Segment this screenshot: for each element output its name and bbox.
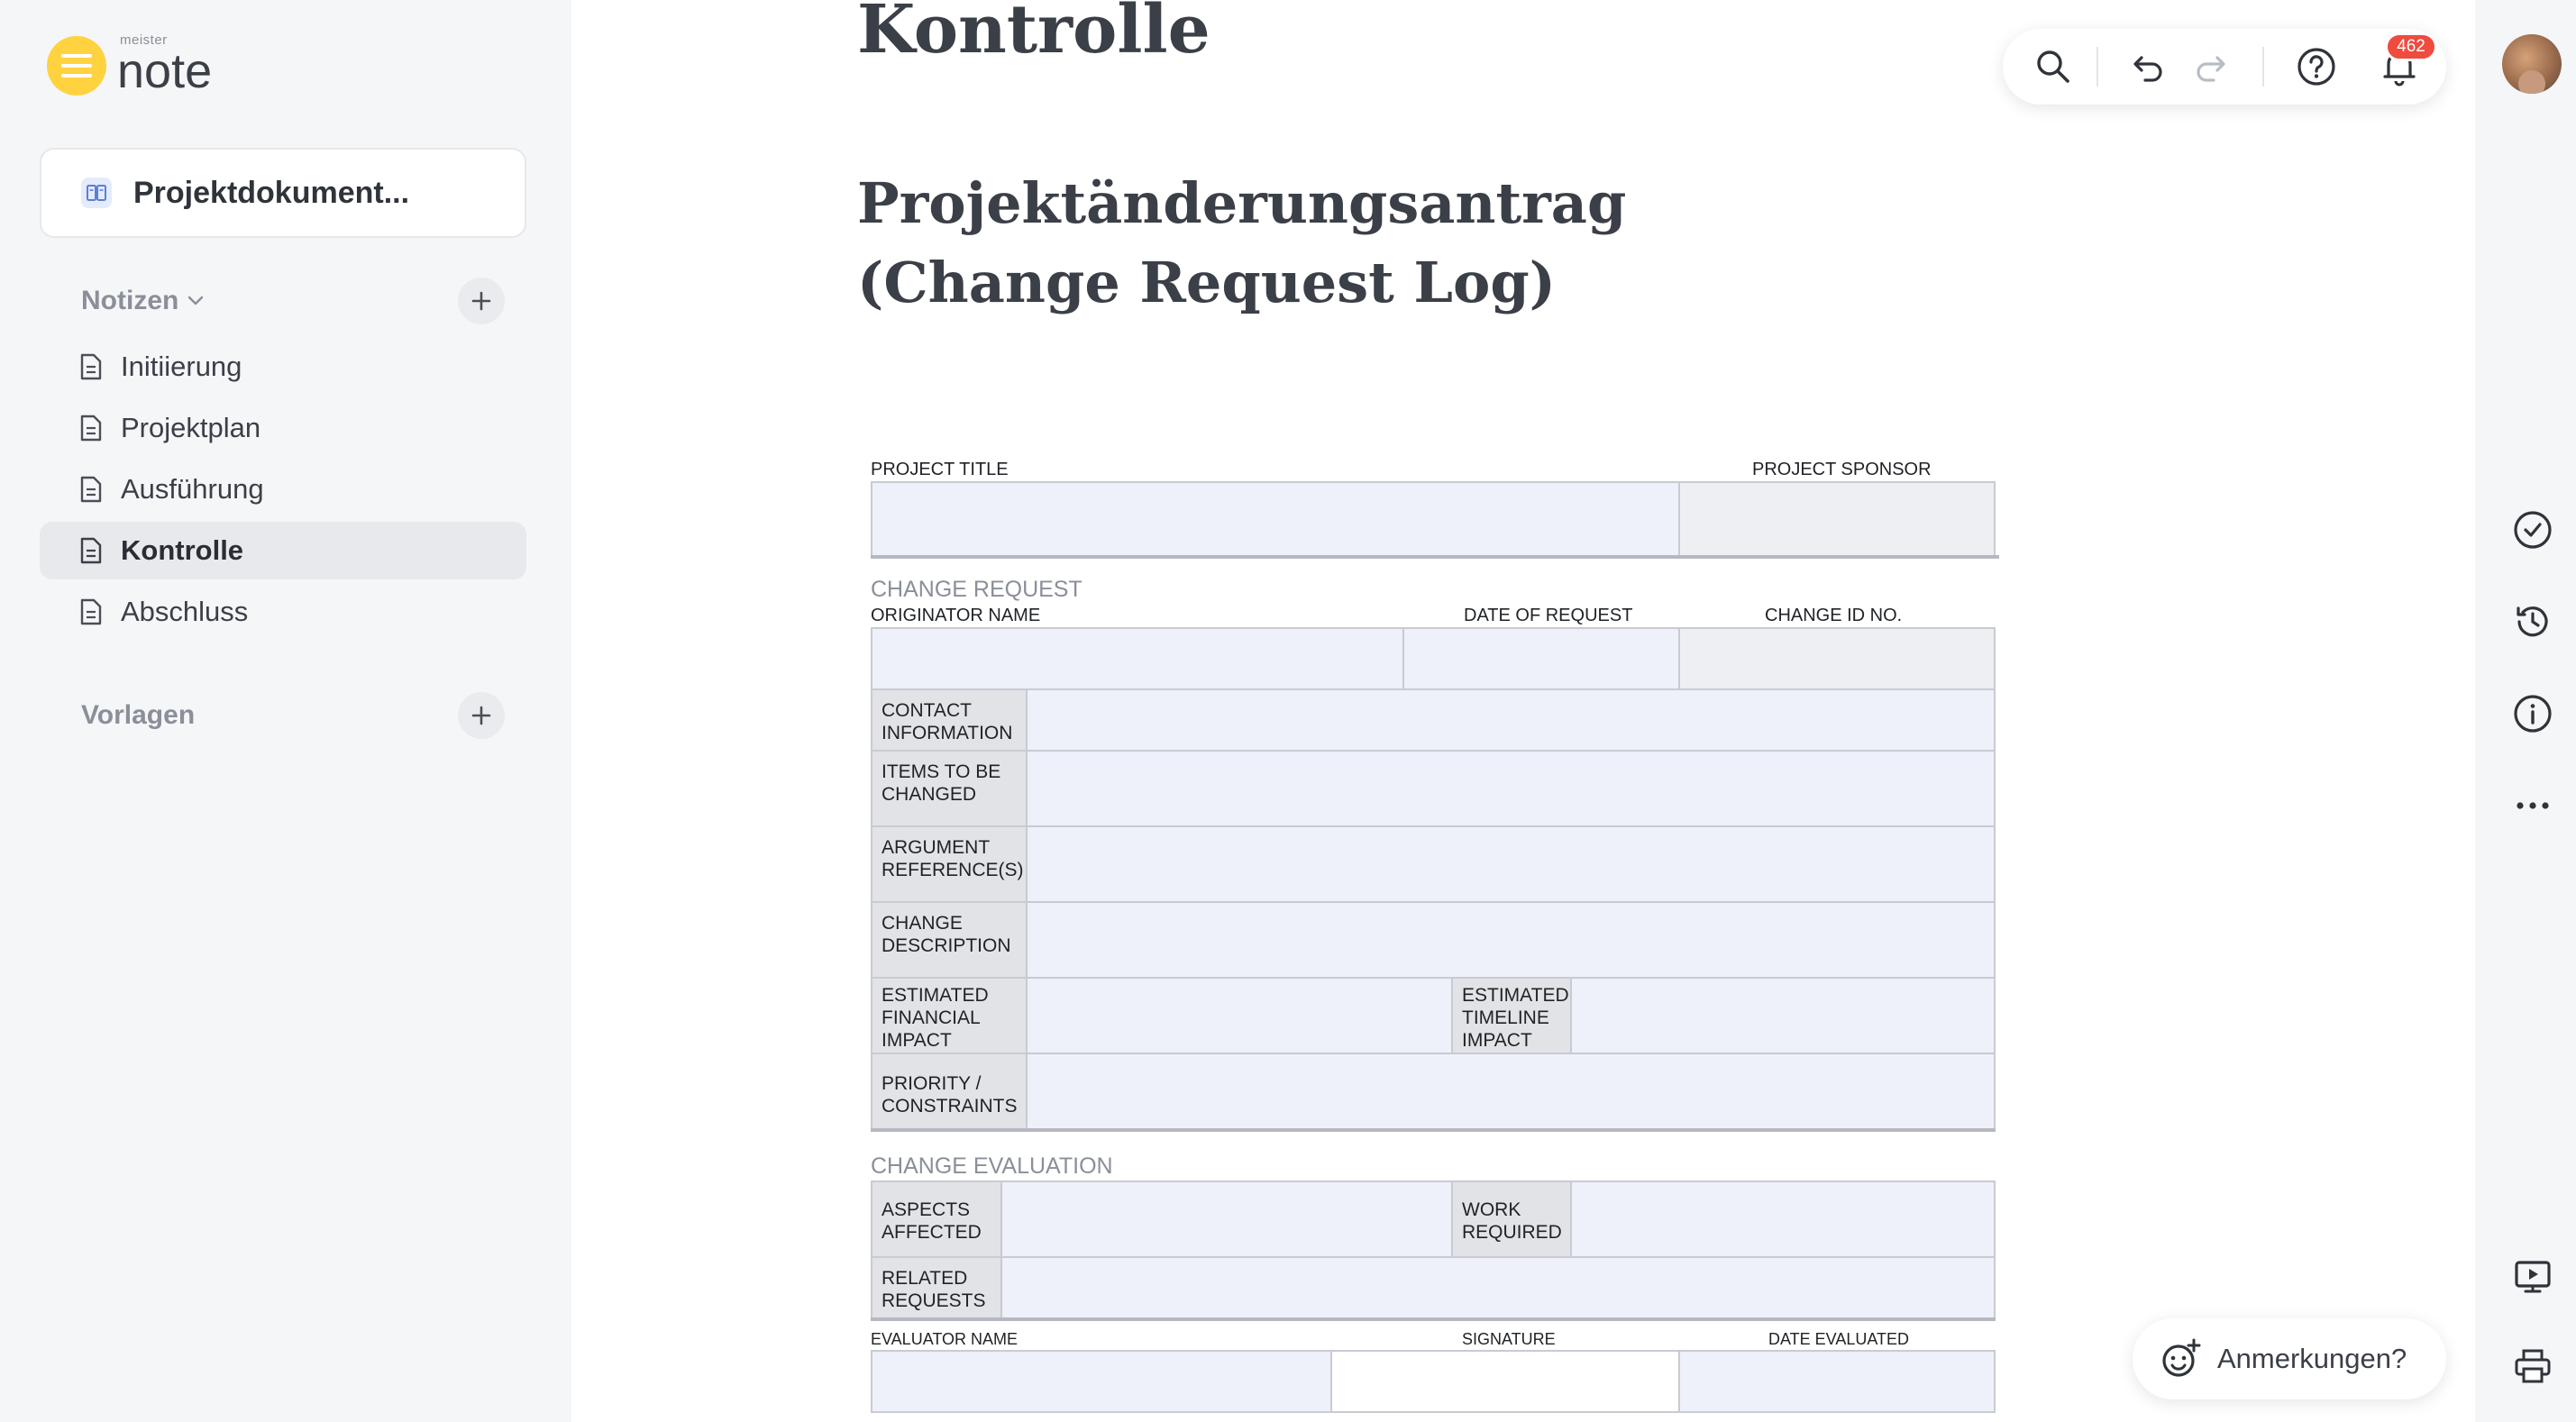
- sidebar-item-label: Abschluss: [121, 596, 249, 627]
- date-evaluated-field[interactable]: [1678, 1350, 1996, 1413]
- priority-constraints-label: PRIORITY / CONSTRAINTS: [871, 1053, 1028, 1130]
- change-evaluation-heading: CHANGE EVALUATION: [871, 1153, 1113, 1179]
- sidebar: [0, 0, 571, 1422]
- divider: [871, 555, 1999, 559]
- meisternote-logo[interactable]: [47, 32, 213, 98]
- signature-label: SIGNATURE: [1462, 1330, 1556, 1348]
- feedback-button[interactable]: [2133, 1318, 2446, 1399]
- print-button[interactable]: [2506, 1339, 2560, 1393]
- sidebar-item-initiierung[interactable]: [40, 338, 526, 396]
- add-template-button[interactable]: [458, 692, 505, 739]
- estimated-financial-impact-field[interactable]: [1026, 977, 1453, 1054]
- sidebar-item-label: Kontrolle: [121, 534, 244, 566]
- more-options-button[interactable]: [2506, 779, 2560, 833]
- book-icon: [81, 178, 112, 208]
- signature-field[interactable]: [1330, 1350, 1680, 1413]
- project-title-label: PROJECT TITLE: [871, 460, 1009, 479]
- document-icon: [79, 415, 103, 442]
- change-request-form: [871, 451, 1999, 1422]
- top-toolbar: [2003, 29, 2446, 105]
- divider: [871, 1317, 1996, 1321]
- toolbar-separator: [2262, 47, 2264, 87]
- sidebar-item-label: Projektplan: [121, 412, 261, 443]
- sidebar-item-kontrolle[interactable]: [40, 522, 526, 579]
- project-title-field[interactable]: [871, 481, 1680, 557]
- priority-constraints-field[interactable]: [1026, 1053, 1996, 1130]
- redo-icon: [2192, 49, 2228, 85]
- sidebar-item-label: Ausführung: [121, 473, 264, 505]
- change-request-heading: CHANGE REQUEST: [871, 577, 1082, 602]
- more-icon: [2515, 800, 2551, 811]
- evaluator-name-field[interactable]: [871, 1350, 1332, 1413]
- sidebar-item-ausfuehrung[interactable]: [40, 460, 526, 518]
- check-circle-icon: [2512, 509, 2553, 551]
- work-required-field[interactable]: [1570, 1180, 1996, 1258]
- subtitle-line: (Change Request Log): [857, 250, 1556, 315]
- items-to-be-changed-label: ITEMS TO BE CHANGED: [871, 750, 1028, 827]
- sidebar-item-projektplan[interactable]: [40, 399, 526, 457]
- project-sponsor-label: PROJECT SPONSOR: [1752, 460, 1932, 479]
- date-of-request-label: DATE OF REQUEST: [1464, 606, 1633, 625]
- evaluator-name-label: EVALUATOR NAME: [871, 1330, 1019, 1348]
- project-name: Projektdokument...: [133, 175, 410, 210]
- history-button[interactable]: [2506, 595, 2560, 649]
- date-of-request-field[interactable]: [1402, 627, 1680, 690]
- notification-count-badge: 462: [2385, 32, 2437, 61]
- estimated-financial-impact-label: ESTIMATED FINANCIAL IMPACT: [871, 977, 1028, 1054]
- templates-section-header[interactable]: [81, 690, 505, 741]
- originator-name-label: ORIGINATOR NAME: [871, 606, 1041, 625]
- chevron-down-icon[interactable]: [187, 296, 204, 306]
- contact-information-label: CONTACT INFORMATION: [871, 688, 1028, 752]
- estimated-timeline-impact-field[interactable]: [1570, 977, 1996, 1054]
- info-icon: [2512, 693, 2553, 734]
- redo-button[interactable]: [2183, 40, 2237, 94]
- toolbar-separator: [2096, 47, 2098, 87]
- page-title: Kontrolle: [857, 0, 1210, 68]
- tasks-button[interactable]: [2506, 503, 2560, 557]
- presentation-button[interactable]: [2506, 1249, 2560, 1303]
- logo-text: note: [117, 44, 213, 98]
- project-sponsor-field[interactable]: [1678, 481, 1996, 557]
- argument-references-field[interactable]: [1026, 825, 1996, 903]
- notes-section-header[interactable]: [81, 276, 505, 326]
- undo-button[interactable]: [2122, 40, 2176, 94]
- menu-icon[interactable]: [47, 36, 106, 96]
- document-subtitle: [857, 164, 1626, 323]
- undo-icon: [2131, 49, 2167, 85]
- presentation-icon: [2512, 1255, 2553, 1297]
- document-icon: [79, 537, 103, 564]
- history-icon: [2512, 601, 2553, 643]
- plus-icon: [470, 290, 492, 312]
- sidebar-item-label: Initiierung: [121, 351, 242, 382]
- subtitle-line: Projektänderungsantrag: [857, 170, 1627, 236]
- avatar[interactable]: [2502, 34, 2562, 94]
- aspects-affected-field[interactable]: [1000, 1180, 1453, 1258]
- search-button[interactable]: [2026, 40, 2080, 94]
- document-icon: [79, 353, 103, 380]
- originator-name-field[interactable]: [871, 627, 1404, 690]
- document-icon: [79, 598, 103, 625]
- change-id-field[interactable]: [1678, 627, 1996, 690]
- document-icon: [79, 476, 103, 503]
- work-required-label: WORK REQUIRED: [1451, 1180, 1572, 1258]
- change-description-label: CHANGE DESCRIPTION: [871, 901, 1028, 979]
- change-description-field[interactable]: [1026, 901, 1996, 979]
- argument-references-label: ARGUMENT REFERENCE(S): [871, 825, 1028, 903]
- info-button[interactable]: [2506, 687, 2560, 741]
- logo-small-text: meister: [120, 32, 168, 48]
- feedback-label: Anmerkungen?: [2217, 1343, 2407, 1374]
- plus-icon: [470, 705, 492, 726]
- help-button[interactable]: [2289, 40, 2343, 94]
- sidebar-item-abschluss[interactable]: [40, 583, 526, 641]
- help-icon: [2296, 46, 2337, 87]
- items-to-be-changed-field[interactable]: [1026, 750, 1996, 827]
- project-selector[interactable]: [40, 148, 526, 238]
- related-requests-field[interactable]: [1000, 1256, 1996, 1319]
- date-evaluated-label: DATE EVALUATED: [1768, 1330, 1910, 1348]
- emoji-add-icon: [2160, 1338, 2201, 1380]
- related-requests-label: RELATED REQUESTS: [871, 1256, 1002, 1319]
- notes-label: Notizen: [81, 286, 179, 315]
- divider: [871, 1128, 1996, 1132]
- contact-information-field[interactable]: [1026, 688, 1996, 752]
- add-note-button[interactable]: [458, 278, 505, 324]
- change-id-label: CHANGE ID NO.: [1765, 606, 1903, 625]
- templates-label: Vorlagen: [81, 700, 196, 730]
- search-icon: [2033, 47, 2073, 87]
- aspects-affected-label: ASPECTS AFFECTED: [871, 1180, 1002, 1258]
- estimated-timeline-impact-label: ESTIMATED TIMELINE IMPACT: [1451, 977, 1572, 1054]
- print-icon: [2512, 1345, 2553, 1387]
